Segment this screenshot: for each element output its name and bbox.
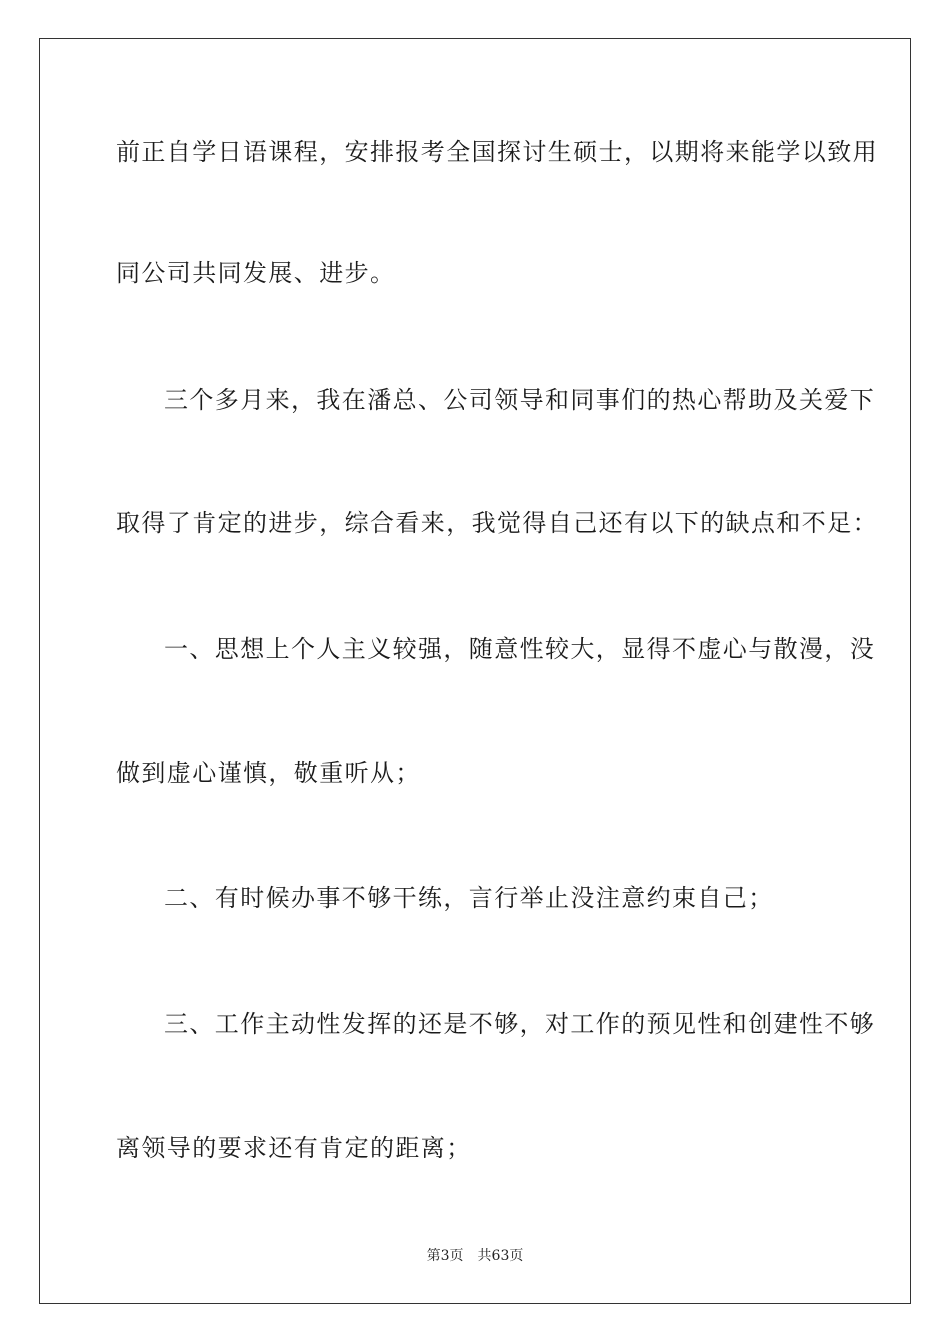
paragraph-line-6: 做到虚心谨慎，敬重听从； [116, 759, 421, 787]
page-border [39, 38, 911, 1304]
page-footer [0, 1247, 950, 1265]
paragraph-line-9: 离领导的要求还有肯定的距离； [116, 1134, 472, 1162]
paragraph-line-3: 三个多月来，我在潘总、公司领导和同事们的热心帮助及关爱下 [164, 386, 876, 414]
paragraph-line-4: 取得了肯定的进步，综合看来，我觉得自己还有以下的缺点和不足： [116, 509, 878, 537]
paragraph-line-7: 二、有时候办事不够干练，言行举止没注意约束自己； [164, 884, 774, 912]
paragraph-line-5: 一、思想上个人主义较强，随意性较大，显得不虚心与散漫，没 [164, 635, 876, 663]
page-total: 共63页 [477, 1248, 524, 1264]
paragraph-line-2: 同公司共同发展、进步。 [116, 259, 396, 287]
paragraph-line-1: 前正自学日语课程，安排报考全国探讨生硕士，以期将来能学以致用 [116, 138, 878, 166]
page-number: 第3页 [426, 1248, 464, 1264]
paragraph-line-8: 三、工作主动性发挥的还是不够，对工作的预见性和创建性不够 [164, 1010, 876, 1038]
